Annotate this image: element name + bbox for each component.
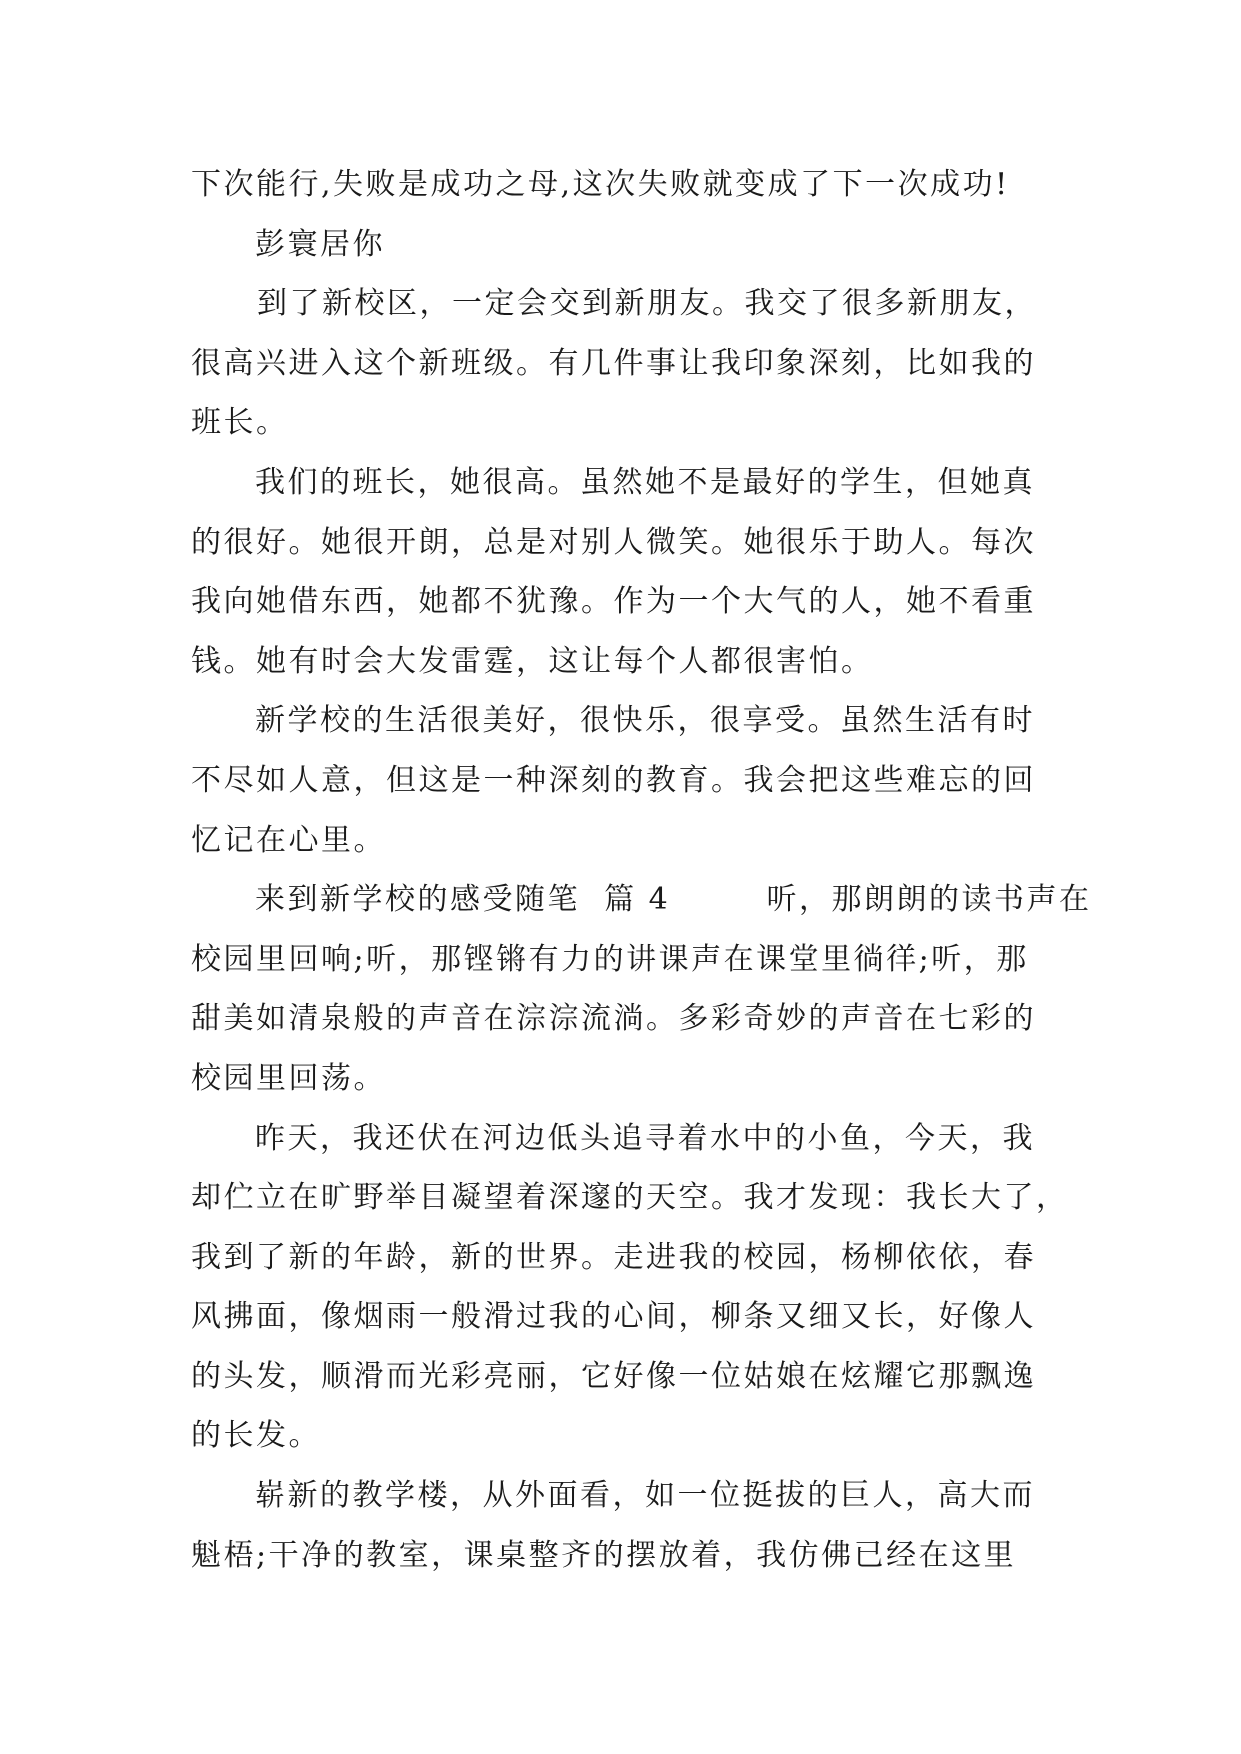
text-line: 班长。 — [191, 405, 289, 441]
text-line: 我们的班长，她很高。虽然她不是最好的学生，但她真 — [255, 464, 1035, 500]
text-line: 风拂面，像烟雨一般滑过我的心间，柳条又细又长，好像人 — [191, 1299, 1036, 1335]
text-line: 的头发，顺滑而光彩亮丽，它好像一位姑娘在炫耀它那飘逸 — [191, 1358, 1036, 1394]
text-line: 不尽如人意，但这是一种深刻的教育。我会把这些难忘的回 — [191, 762, 1036, 798]
document-body — [191, 155, 1092, 1585]
text-line: 魁梧;干净的教室，课桌整齐的摆放着，我仿佛已经在这里 — [191, 1537, 1017, 1573]
text-line: 新学校的生活很美好，很快乐，很享受。虽然生活有时 — [255, 703, 1035, 739]
text-line: 彭寰居你 — [255, 226, 385, 262]
text-line: 我向她借东西，她都不犹豫。作为一个大气的人，她不看重 — [191, 584, 1036, 620]
text-line: 的很好。她很开朗，总是对别人微笑。她很乐于助人。每次 — [191, 524, 1036, 560]
text-line: 崭新的教学楼，从外面看，如一位挺拔的巨人，高大而 — [255, 1478, 1035, 1514]
text-line: 下次能行,失败是成功之母,这次失败就变成了下一次成功! — [191, 167, 1010, 202]
text-line: 钱。她有时会大发雷霆，这让每个人都很害怕。 — [191, 643, 874, 679]
text-line: 却伫立在旷野举目凝望着深邃的天空。我才发现：我长大了， — [191, 1180, 1069, 1216]
text-line: 昨天，我还伏在河边低头追寻着水中的小鱼，今天，我 — [255, 1120, 1035, 1156]
text-line: 我到了新的年龄，新的世界。走进我的校园，杨柳依依，春 — [191, 1239, 1036, 1275]
text-line: 很高兴进入这个新班级。有几件事让我印象深刻，比如我的 — [191, 345, 1036, 381]
text-line: 甜美如清泉般的声音在淙淙流淌。多彩奇妙的声音在七彩的 — [191, 1001, 1036, 1037]
text-line: 校园里回响;听，那铿锵有力的讲课声在课堂里徜徉;听，那 — [191, 941, 1029, 977]
text-line: 到了新校区，一定会交到新朋友。我交了很多新朋友， — [257, 286, 1037, 322]
text-line: 的长发。 — [191, 1418, 321, 1454]
text-line: 忆记在心里。 — [191, 822, 386, 858]
text-line: 校园里回荡。 — [191, 1060, 386, 1096]
text-line: 来到新学校的感受随笔 篇 4 听，那朗朗的读书声在 — [255, 882, 1092, 918]
